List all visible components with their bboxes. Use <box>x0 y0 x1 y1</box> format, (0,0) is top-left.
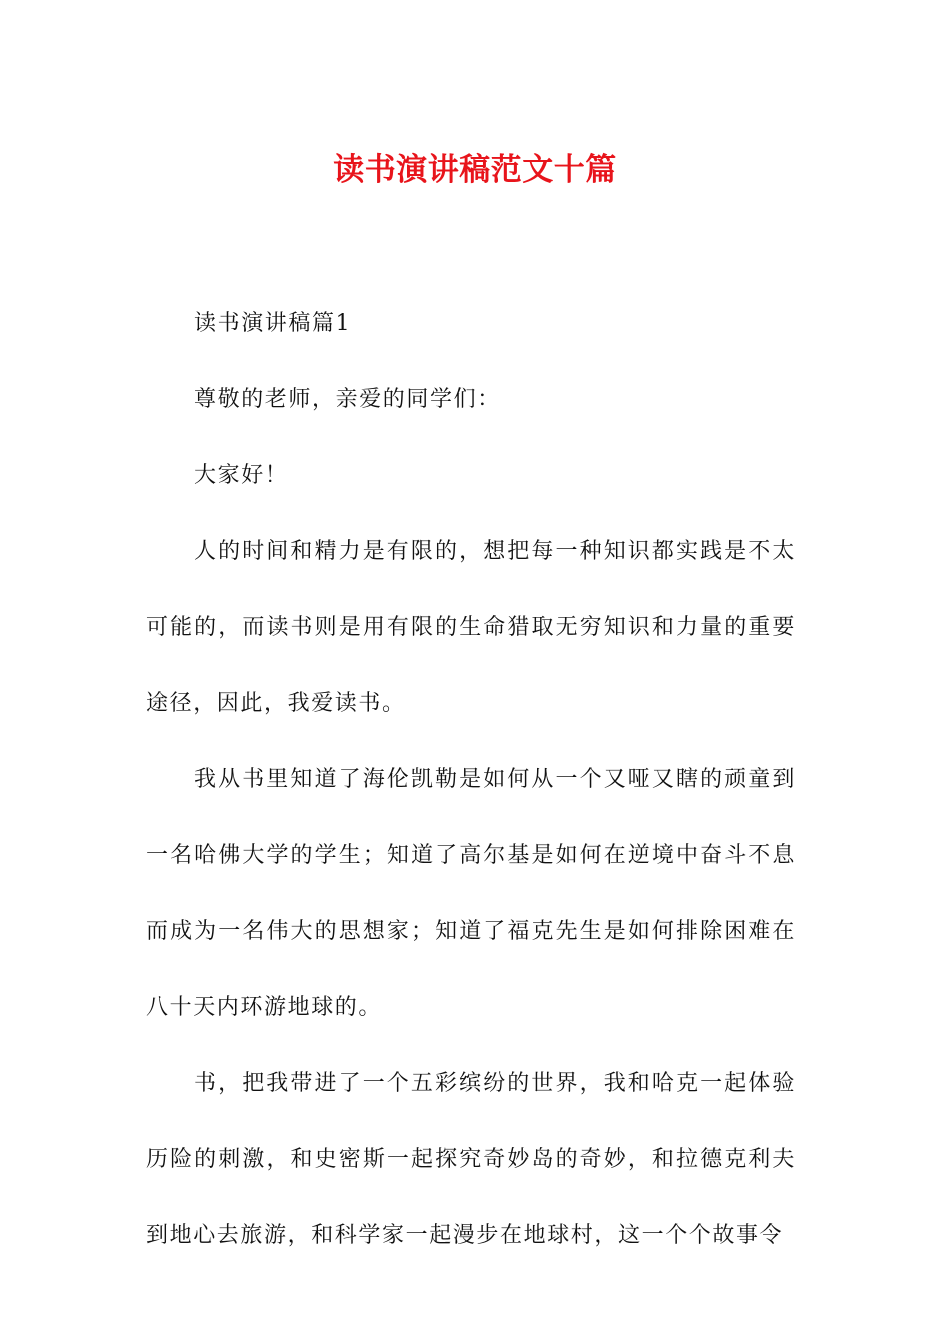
document-title: 读书演讲稿范文十篇 <box>333 152 617 188</box>
paragraph: 书，把我带进了一个五彩缤纷的世界，我和哈克一起体验历险的刺激，和史密斯一起探究奇妙岛的奇妙，和拉德克利夫到地心去旅游，和科学家一起漫步在地球村，这一个个故事令 <box>146 1071 796 1248</box>
paragraph: 人的时间和精力是有限的，想把每一种知识都实践是不太可能的，而读书则是用有限的生命猎取无穷知识和力量的重要途径，因此，我爱读书。 <box>146 539 796 716</box>
section-heading: 读书演讲稿篇1 <box>194 311 352 336</box>
greeting: 大家好！ <box>194 463 289 488</box>
salutation: 尊敬的老师，亲爱的同学们： <box>194 387 501 412</box>
paragraph: 我从书里知道了海伦凯勒是如何从一个又哑又瞎的顽童到一名哈佛大学的学生；知道了高尔基是如何在逆境中奋斗不息而成为一名伟大的思想家；知道了福克先生是如何排除困难在八十天内环游地球的。 <box>146 767 796 1020</box>
document-body <box>146 286 796 1274</box>
